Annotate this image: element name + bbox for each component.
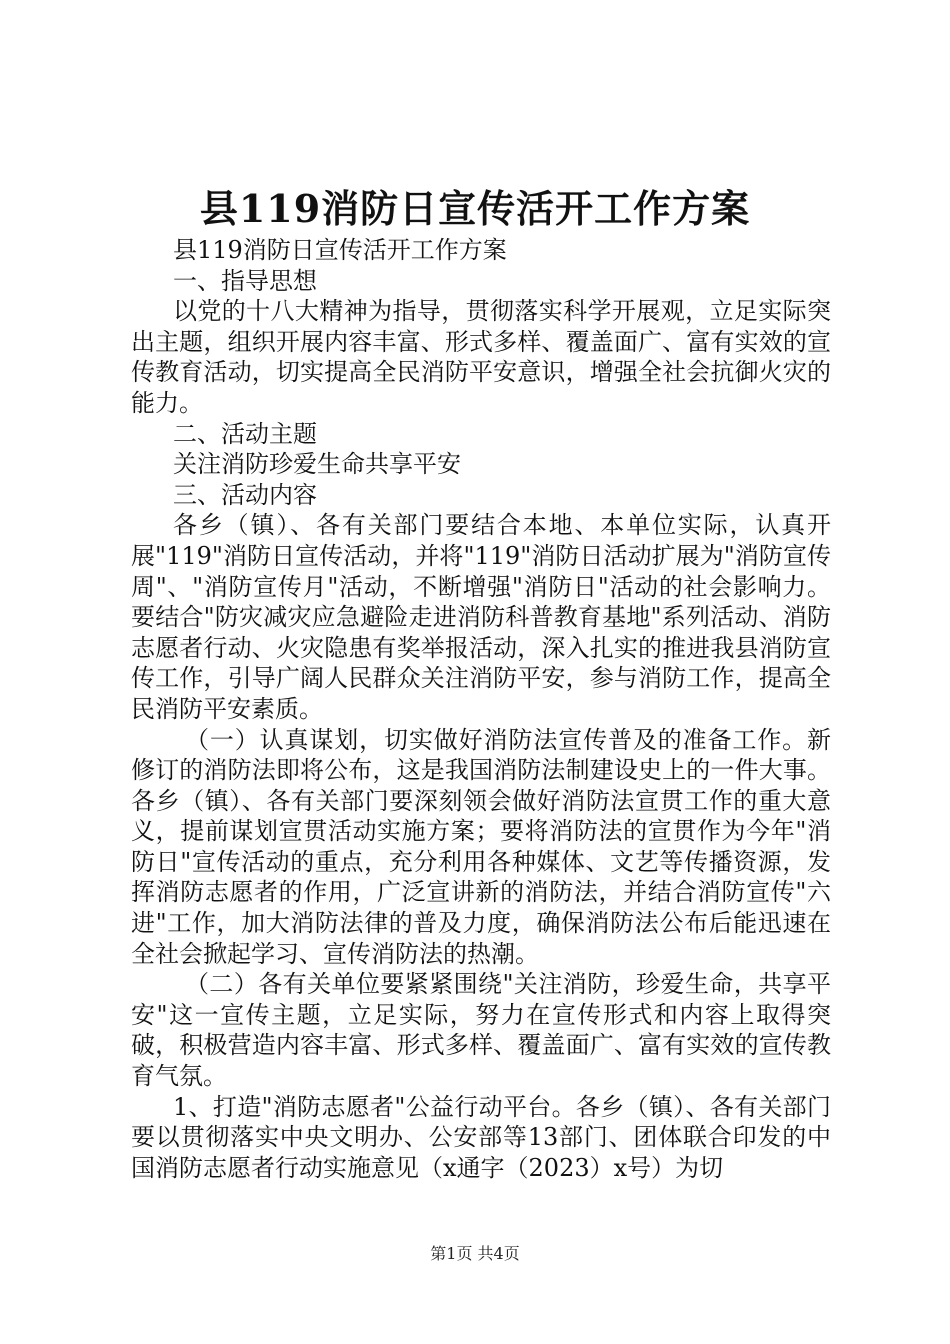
section-heading-activity-theme: 二、活动主题 bbox=[173, 419, 317, 448]
paragraph-guiding-ideology: 以党的十八大精神为指导，贯彻落实科学开展观，立足实际突出主题，组织开展内容丰富、形式多样、覆盖面广、富有实效的宣传教育活动，切实提高全民消防平安意识，增强全社会抗御火灾的能力。 bbox=[131, 297, 831, 417]
section-heading-guiding-ideology: 一、指导思想 bbox=[173, 266, 317, 295]
page-total: 共4页 bbox=[477, 1244, 520, 1263]
document-title: 县119消防日宣传活开工作方案 bbox=[199, 186, 751, 231]
paragraph-item-volunteer: 1、打造"消防志愿者"公益行动平台。各乡（镇）、各有关部门要以贯彻落实中央文明办、公安部等13部门、团体联合印发的中国消防志愿者行动实施意见（x通字（2023）x号）为切 bbox=[131, 1092, 831, 1182]
section-heading-activity-content: 三、活动内容 bbox=[173, 480, 317, 509]
paragraph-activity-content: 各乡（镇）、各有关部门要结合本地、本单位实际，认真开展"119"消防日宣传活动，并将"119"消防日活动扩展为"消防宣传周"、"消防宣传月"活动，不断增强"消防日"活动的社会影响力。要结合"防灾减灾应急避险走进消防科普教育基地"系列活动、消防志愿者行动、火灾隐患有奖举报活动，深入扎实的推进我县消防宣传工作，引导广阔人民群众关注消防平安，参与消防工作，提高全民消防平安素质。 bbox=[131, 511, 831, 723]
subtitle-paragraph: 县119消防日宣传活开工作方案 bbox=[173, 236, 507, 264]
paragraph-item-one: （一）认真谋划，切实做好消防法宣传普及的准备工作。新修订的消防法即将公布，这是我国消防法制建设史上的一件大事。各乡（镇）、各有关部门要深刻领会做好消防法宣贯工作的重大意义，提前谋划宣贯活动实施方案；要将消防法的宣贯作为今年"消防日"宣传活动的重点，充分利用各种媒体、文艺等传播资源，发挥消防志愿者的作用，广泛宣讲新的消防法，并结合消防宣传"六进"工作，加大消防法律的普及力度，确保消防法公布后能迅速在全社会掀起学习、宣传消防法的热潮。 bbox=[131, 725, 831, 968]
page-footer bbox=[0, 1243, 950, 1265]
document-body bbox=[131, 235, 831, 1183]
paragraph-item-two: （二）各有关单位要紧紧围绕"关注消防，珍爱生命，共享平安"这一宣传主题，立足实际，努力在宣传形式和内容上取得突破，积极营造内容丰富、形式多样、覆盖面广、富有实效的宣传教育气氛。 bbox=[131, 970, 831, 1091]
paragraph-activity-theme: 关注消防珍爱生命共享平安 bbox=[173, 450, 461, 479]
page-number: 第1页 bbox=[430, 1244, 473, 1263]
